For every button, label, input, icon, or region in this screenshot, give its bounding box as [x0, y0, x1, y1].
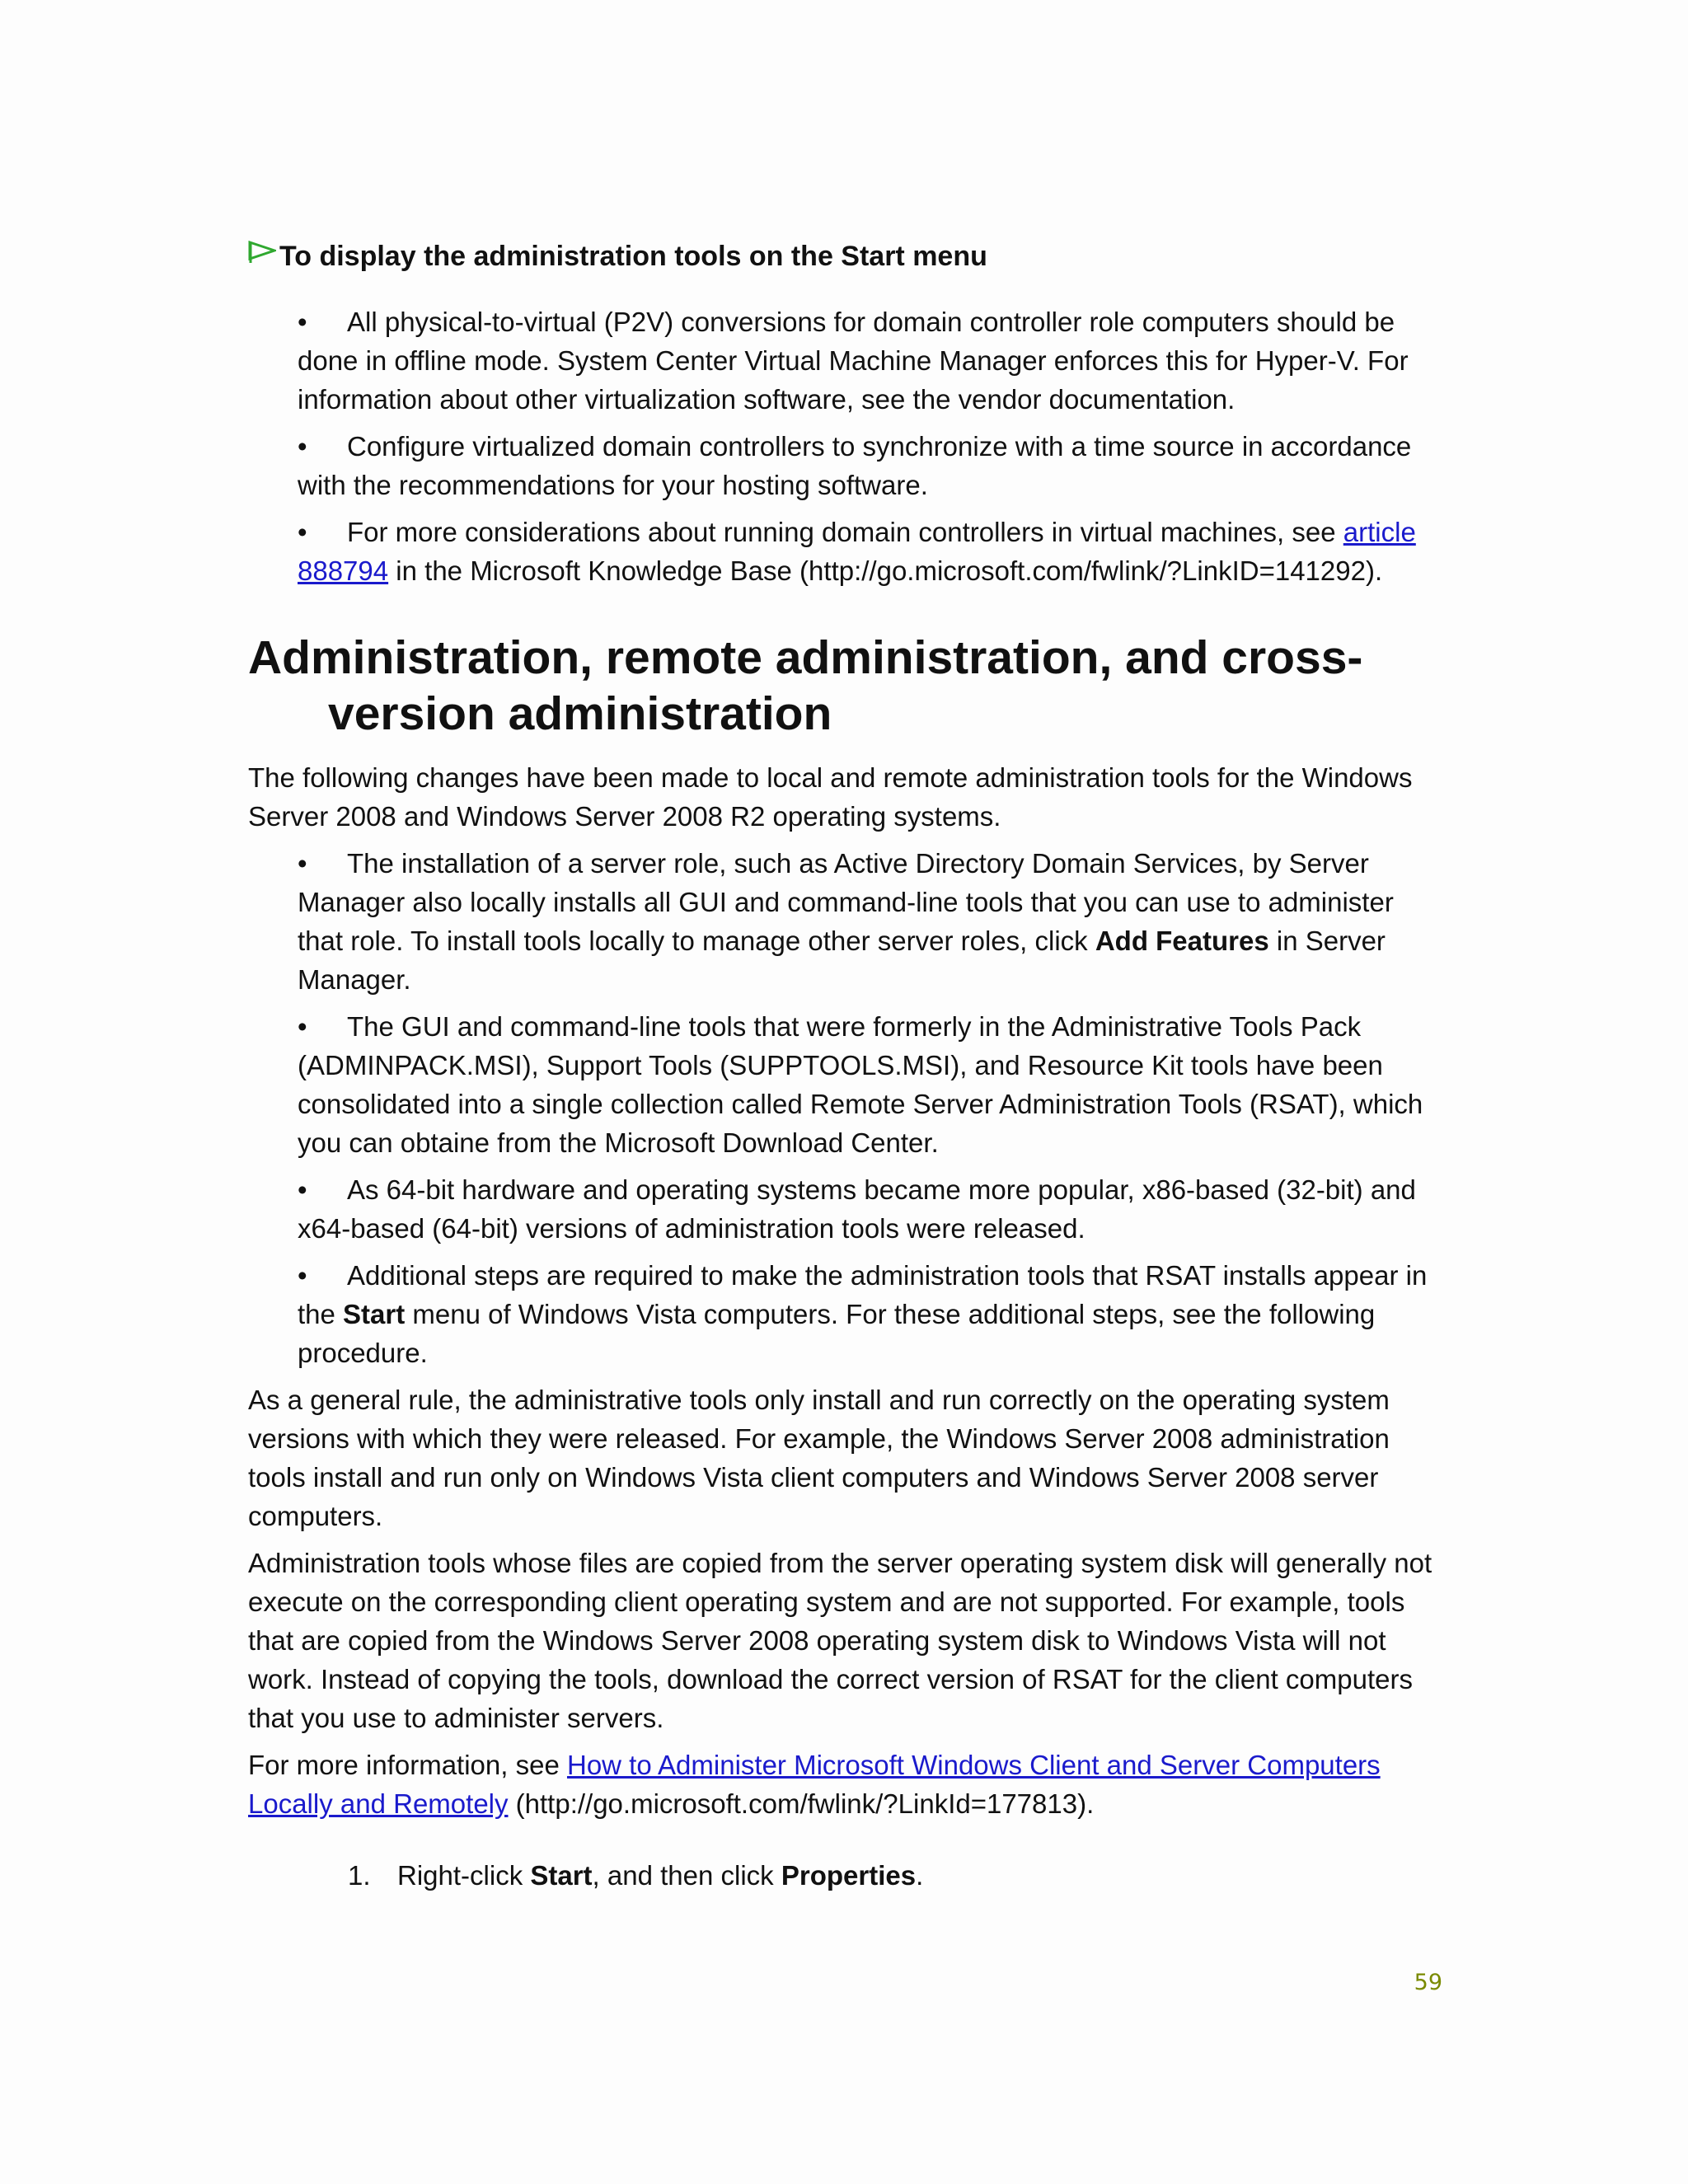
administer-computers-link[interactable]: How to Administer Microsoft Windows Client and Server Computers Locally and Remotely [248, 1750, 1381, 1819]
section-bullet-list [248, 844, 1443, 1372]
list-item [298, 513, 1443, 590]
bullet-glyph: • [298, 307, 307, 337]
bullet-text: menu of Windows Vista computers. For these additional steps, see the following procedure. [298, 1299, 1376, 1368]
bullet-text: The GUI and command-line tools that were formerly in the Administrative Tools Pack (ADMINPACK.MSI), Support Tools (SUPPTOOLS.MSI), and Resource Kit tools have been consolidated into a single collection called Remote Server Administration Tools (RSAT), which you can obtaine from the Microsoft Download Center. [298, 1011, 1423, 1158]
bullet-glyph: • [298, 1260, 307, 1291]
bold-term: Start [530, 1860, 593, 1891]
paragraph-more-info [248, 1746, 1443, 1823]
bullet-text: All physical-to-virtual (P2V) conversions for domain controller role computers should be done in offline mode. System Center Virtual Machine Manager enforces this for Hyper-V. For information about other virtualization software, see the vendor documentation. [298, 307, 1409, 415]
intro-bullet-list [248, 302, 1443, 590]
step-text: , and then click [592, 1860, 781, 1891]
bullet-text: The installation of a server role, such as Active Directory Domain Services, by Server Manager also locally installs all GUI and command-line tools that you can use to administer that role. To install tools locally to manage other server roles, click [298, 848, 1394, 956]
page-content [248, 235, 1443, 1895]
list-item [298, 1007, 1443, 1162]
bullet-text: in Server Manager. [298, 926, 1386, 995]
step-text: Right-click [397, 1860, 531, 1891]
bullet-glyph: • [298, 1174, 307, 1205]
list-item [298, 302, 1443, 419]
page-number: 59 [1414, 1970, 1442, 1995]
bullet-glyph: • [298, 1011, 307, 1042]
procedure-step [348, 1856, 1443, 1895]
bullet-glyph: • [298, 431, 307, 462]
kb-article-link[interactable]: article 888794 [298, 517, 1416, 586]
bullet-text: in the Microsoft Knowledge Base (http://go.microsoft.com/fwlink/?LinkID=141292). [388, 555, 1383, 586]
procedure-heading [248, 235, 1443, 278]
step-text: . [916, 1860, 924, 1891]
section-heading: Administration, remote administration, and cross-version administration [248, 631, 1363, 740]
bold-term: Properties [781, 1860, 917, 1891]
paragraph-general-rule: As a general rule, the administrative tools only install and run correctly on the operating system versions with which they were released. For example, the Windows Server 2008 administration tools install and run only on Windows Vista client computers and Windows Server 2008 server computers. [248, 1385, 1390, 1531]
step-number: 1. [348, 1860, 371, 1891]
bold-term: Start [343, 1299, 406, 1329]
paragraph-text: For more information, see [248, 1750, 567, 1780]
list-item [298, 1256, 1443, 1372]
bullet-text: Additional steps are required to make the administration tools that RSAT installs appear in the [298, 1260, 1428, 1329]
procedure-title: To display the administration tools on the Start menu [279, 241, 987, 272]
bullet-glyph: • [298, 517, 307, 547]
procedure-arrow-icon [248, 241, 276, 264]
paragraph-copied-tools: Administration tools whose files are copied from the server operating system disk will generally not execute on the corresponding client operating system and are not supported. For example, tools that are copied from the Windows Server 2008 operating system disk to Windows Vista will not work. Instead of copying the tools, download the correct version of RSAT for the client computers that you use to administer servers. [248, 1548, 1432, 1733]
list-item [298, 844, 1443, 999]
list-item [298, 427, 1443, 504]
bullet-text: For more considerations about running domain controllers in virtual machines, see [347, 517, 1343, 547]
list-item [298, 1170, 1443, 1248]
bullet-glyph: • [298, 848, 307, 879]
bold-term: Add Features [1095, 926, 1269, 956]
bullet-text: As 64-bit hardware and operating systems became more popular, x86-based (32-bit) and x64-based (64-bit) versions of administration tools were released. [298, 1174, 1416, 1244]
section-intro: The following changes have been made to local and remote administration tools for the Windows Server 2008 and Windows Server 2008 R2 operating systems. [248, 762, 1413, 832]
paragraph-text: (http://go.microsoft.com/fwlink/?LinkId=177813). [508, 1788, 1095, 1819]
procedure-steps [248, 1856, 1443, 1895]
bullet-text: Configure virtualized domain controllers to synchronize with a time source in accordance with the recommendations for your hosting software. [298, 431, 1412, 500]
